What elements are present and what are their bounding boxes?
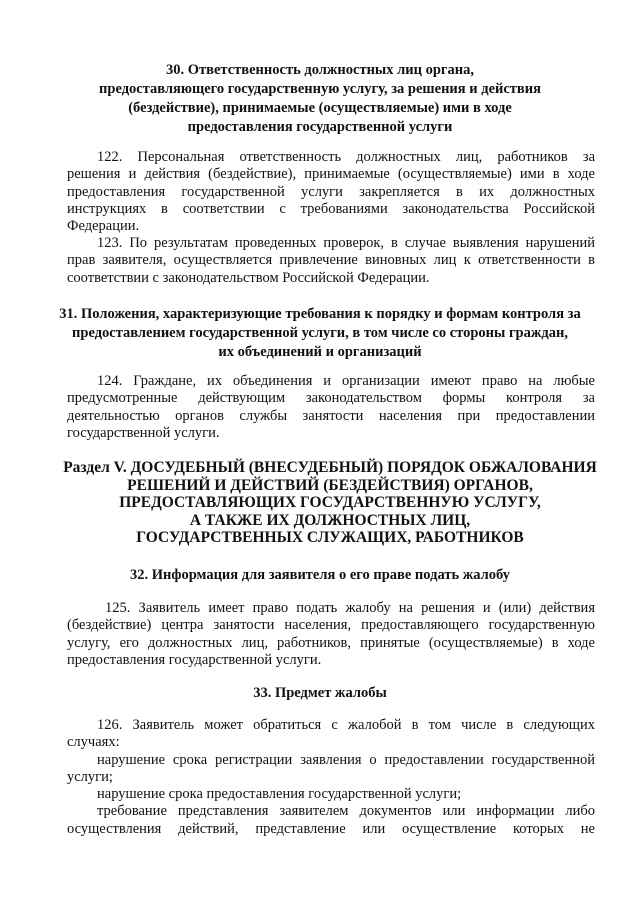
paragraph-line: соответствии с законодательством Российской Федерации. [67,269,430,286]
paragraph-line: 123. По результатам проведенных проверок, в случае выявления нарушений [97,235,595,251]
heading-line: Раздел V. ДОСУДЕБНЫЙ (ВНЕСУДЕБНЫЙ) ПОРЯДОК ОБЖАЛОВАНИЯ [63,459,597,476]
heading-line: (бездействие), принимаемые (осуществляемые) ими в ходе [128,100,512,116]
section-30-heading [40,61,600,137]
paragraph-124 [67,373,595,442]
paragraph-line: решения и действия (бездействие), принимаемые (осуществляемые) ими в ходе [67,166,595,183]
paragraph-125 [67,600,595,669]
heading-line: 31. Положения, характеризующие требования к порядку и формам контроля за [59,306,581,322]
heading-line: 30. Ответственность должностных лиц органа, [166,62,474,78]
section-33-heading [40,684,600,703]
paragraph-line: нарушение срока регистрации заявления о предоставлении государственной [97,751,595,768]
paragraph-122 [67,149,595,235]
paragraph-line: деятельностью органов службы занятости населения при предоставлении [67,407,595,424]
paragraph-line: нарушение срока предоставления государственной услуги; [97,786,462,803]
paragraph-123 [67,235,595,287]
paragraph-line: инструкциях в соответствии с требованиями законодательства Российской [67,200,595,217]
section-31-heading [36,305,604,362]
paragraph-line: (бездействие) центра занятости населения, предоставляющего государственную [67,617,595,634]
paragraph-line: предоставления государственной услуги. [67,651,322,668]
heading-line: 32. Информация для заявителя о его праве подать жалобу [130,567,510,583]
paragraph-line: случаях: [67,734,120,751]
paragraph-line: 126. Заявитель может обратиться с жалобой в том числе в следующих [97,717,595,733]
paragraph-line: требование представления заявителем документов или информации либо [97,803,595,820]
paragraph-line: предоставления государственной услуги закрепляется в их должностных [67,183,595,200]
heading-line: предоставления государственной услуги [187,119,453,135]
paragraph-line: Федерации. [67,218,140,235]
heading-line: их объединений и организаций [218,344,422,360]
heading-line: предоставлением государственной услуги, в том числе со стороны граждан, [72,325,568,341]
heading-line: РЕШЕНИЙ И ДЕЙСТВИЙ (БЕЗДЕЙСТВИЯ) ОРГАНОВ, [127,476,533,494]
paragraph-line: государственной услуги. [67,424,220,441]
heading-line: ГОСУДАРСТВЕННЫХ СЛУЖАЩИХ, РАБОТНИКОВ [136,529,524,546]
heading-line: А ТАКЖЕ ИХ ДОЛЖНОСТНЫХ ЛИЦ, [189,511,471,529]
heading-line: предоставляющего государственную услугу, за решения и действия [99,81,541,97]
paragraph-line: 124. Граждане, их объединения и организации имеют право на любые [97,373,595,389]
heading-line: ПРЕДОСТАВЛЯЮЩИХ ГОСУДАРСТВЕННУЮ УСЛУГУ, [119,494,541,511]
section-5-heading [60,459,600,547]
paragraph-line: услуги; [67,768,113,785]
heading-line: 33. Предмет жалобы [253,685,387,701]
paragraph-line: предусмотренные действующим законодательством формы контроля за [67,390,595,407]
paragraph-line: осуществления действий, представление или осуществление которых не [67,820,595,837]
paragraph-126 [67,717,595,838]
section-32-heading [40,566,600,585]
paragraph-line: 122. Персональная ответственность должностных лиц, работников за [97,149,595,165]
paragraph-line: 125. Заявитель имеет право подать жалобу на решения и (или) действия [105,600,595,616]
paragraph-line: прав заявителя, осуществляется привлечение виновных лиц к ответственности в [67,252,595,269]
paragraph-line: услугу, его должностных лиц, работников, принятые (осуществляемые) в ходе [67,634,595,651]
